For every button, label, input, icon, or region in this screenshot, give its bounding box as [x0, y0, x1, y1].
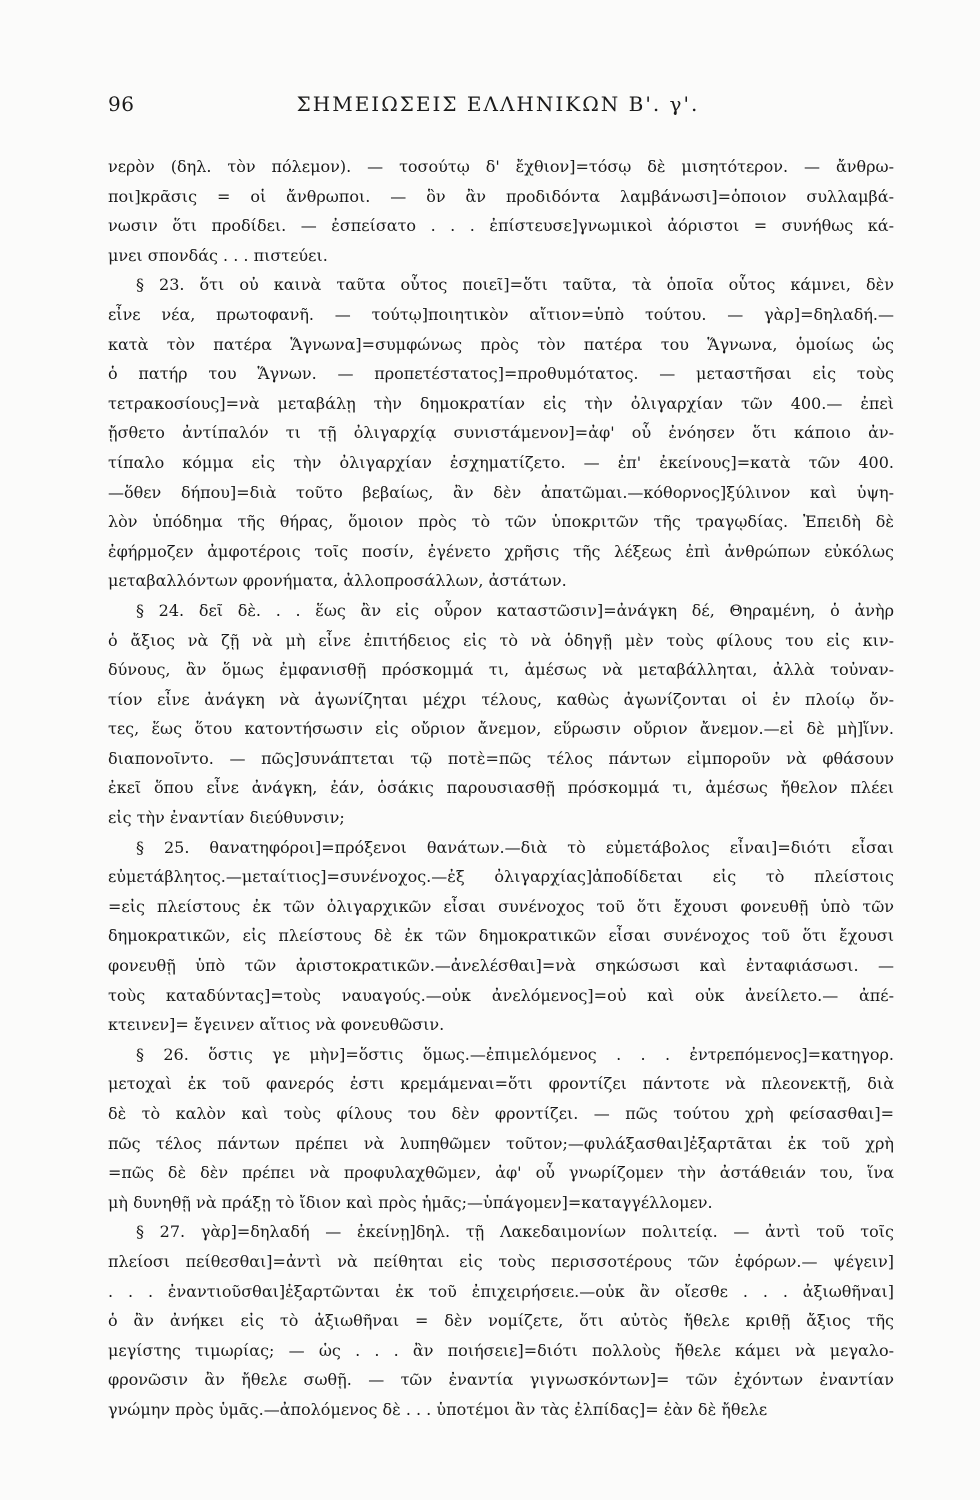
text-line: νερὸν (δηλ. τὸν πόλεμον). — τοσούτῳ δ' ἔχθιον]=τόσῳ δὲ μισητότερον. — ἄνθρω-	[108, 157, 894, 176]
text-line: ἐκεῖ ὅπου εἶνε ἀνάγκη, ἐάν, ὁσάκις παρουσιασθῇ πρόσκομμά τι, ἀμέσως ἤθελον πλέει	[108, 778, 894, 798]
text-line: § 25. θανατηφόροι]=πρόξενοι θανάτων.—διὰ τὸ εὐμετάβολος εἶναι]=διότι εἶσαι	[136, 837, 894, 857]
page-number: 96	[108, 92, 135, 116]
text-line: πλείοσι πείθεσθαι]=ἀντὶ νὰ πείθηται εἰς τοὺς περισσοτέρους τῶν ἐφόρων.— ψέγειν]	[108, 1251, 894, 1271]
text-line: κτεινεν]= ἔγεινεν αἴτιος νὰ φονευθῶσιν.	[108, 1015, 445, 1035]
text-line: τετρακοσίους]=νὰ μεταβάλῃ τὴν δημοκρατίαν εἰς τὴν ὀλιγαρχίαν τῶν 400.— ἐπεὶ	[108, 393, 894, 413]
text-line: —ὅθεν δήπου]=διὰ τοῦτο βεβαίως, ἂν δὲν ἀπατῶμαι.—κόθορνος]ξύλινον καὶ ὑψη-	[108, 482, 894, 502]
text-line: εὐμετάβλητος.—μεταίτιος]=συνένοχος.—ἐξ ὀλιγαρχίας]ἀποδίδεται εἰς τὸ πλείστοις	[108, 867, 894, 887]
text-line: τες, ἕως ὅτου κατοντήσωσιν εἰς οὔριον ἄνεμον, εὕρωσιν οὔριον ἄνεμον.—εἰ δὲ μὴ]ἵνν.	[108, 719, 894, 739]
text-line: τίον εἶνε ἀνάγκη νὰ ἀγωνίζηται μέχρι τέλους, καθὼς ἀγωνίζονται οἱ ἐν πλοίῳ ὄν-	[108, 689, 894, 709]
text-line: φρονῶσιν ἂν ἤθελε σωθῇ. — τῶν ἐναντία γιγνωσκόντων]= τῶν ἐχόντων ἐναντίαν	[108, 1370, 894, 1390]
text-line: νωσιν ὅτι προδίδει. — ἐσπείσατο . . . ἐπίστευσε]γνωμικοὶ ἀόριστοι = συνήθως κά-	[108, 216, 894, 236]
text-line: μεταβαλλόντων φρονήματα, ἀλλοπροσάλλων, ἀστάτων.	[108, 571, 567, 591]
text-line: § 23. ὅτι οὐ καινὰ ταῦτα οὗτος ποιεῖ]=ὅτι ταῦτα, τὰ ὁποῖα οὗτος κάμνει, δὲν	[136, 275, 894, 295]
text-line: τίπαλο κόμμα εἰς τὴν ὀλιγαρχίαν ἐσχηματίζετο. — ἐπ' ἐκείνους]=κατὰ τῶν 400.	[108, 452, 894, 472]
body-text	[108, 152, 894, 1425]
text-line: § 26. ὅστις γε μὴν]=ὅστις ὅμως.—ἐπιμελόμενος . . . ἐντρεπόμενος]=κατηγορ.	[136, 1044, 894, 1064]
text-line: δὲ τὸ καλὸν καὶ τοὺς φίλους του δὲν φροντίζει. — πῶς τούτου χρὴ φείσασθαι]=	[108, 1104, 894, 1123]
text-line: μὴ δυνηθῇ νὰ πράξῃ τὸ ἴδιον καὶ πρὸς ἡμᾶς;—ὑπάγομεν]=καταγγέλλομεν.	[108, 1192, 713, 1212]
running-title: ΣΗΜΕΙΩΣΕΙΣ ΕΛΛΗΝΙΚΩΝ Β'. γ'.	[296, 92, 700, 116]
text-line: ἐφήρμοζεν ἀμφοτέροις τοῖς ποσίν, ἐγένετο χρῆσις τῆς λέξεως ἐπὶ ἀνθρώπων εὐκόλως	[108, 541, 894, 561]
text-line: μετοχαὶ ἐκ τοῦ φανερός ἐστι κρεμάμεναι=ὅτι φροντίζει πάντοτε νὰ πλεονεκτῇ, διὰ	[108, 1074, 894, 1094]
text-line: μνει σπονδάς . . . πιστεύει.	[108, 245, 328, 265]
page-header	[108, 92, 888, 122]
text-line: κατὰ τὸν πατέρα Ἅγνωνα]=συμφώνως πρὸς τὸν πατέρα του Ἅγνωνα, ὁμοίως ὡς	[108, 334, 894, 354]
text-line: =πῶς δὲ δὲν πρέπει νὰ προφυλαχθῶμεν, ἀφ' οὗ γνωρίζομεν τὴν ἀστάθειάν του, ἵνα	[108, 1163, 894, 1183]
text-line: τοὺς καταδύντας]=τοὺς ναυαγούς.—οὐκ ἀνελόμενος]=οὐ καὶ οὐκ ἀνείλετο.— ἀπέ-	[108, 985, 894, 1005]
text-line: γνώμην πρὸς ὑμᾶς.—ἀπολόμενος δὲ . . . ὑποτέμοι ἂν τὰς ἐλπίδας]= ἐὰν δὲ ἤθελε	[108, 1399, 768, 1419]
text-line: ποι]κρᾶσις = οἱ ἄνθρωποι. — ὃν ἂν προδιδόντα λαμβάνωσι]=ὁποιον συλλαμβά-	[108, 186, 894, 206]
text-line: πῶς τέλος πάντων πρέπει νὰ λυπηθῶμεν τοῦτον;—φυλάξασθαι]ἐξαρτᾶται ἐκ τοῦ χρὴ	[108, 1133, 894, 1153]
text-line: § 27. γὰρ]=δηλαδή — ἐκείνῃ]δηλ. τῇ Λακεδαιμονίων πολιτείᾳ. — ἀντὶ τοῦ τοῖς	[136, 1222, 894, 1242]
text-line: ὁ πατήρ του Ἅγνων. — προπετέστατος]=προθυμότατος. — μεταστῆσαι εἰς τοὺς	[108, 364, 894, 384]
text-line: διαπονοῖντο. — πῶς]συνάπτεται τῷ ποτὲ=πῶς τέλος πάντων εἰμποροῦν νὰ φθάσουν	[108, 748, 894, 768]
text-line: ὁ ἄξιος νὰ ζῇ νὰ μὴ εἶνε ἐπιτήδειος εἰς τὸ νὰ ὁδηγῇ μὲν τοὺς φίλους του εἰς κιν-	[108, 630, 894, 650]
text-line: δύνους, ἂν ὅμως ἐμφανισθῇ πρόσκομμά τι, ἀμέσως νὰ μεταβάλληται, ἀλλὰ τοὐναν-	[108, 660, 894, 680]
text-line: εἶνε νέα, πρωτοφανῆ. — τούτῳ]ποιητικὸν αἴτιον=ὑπὸ τούτου. — γὰρ]=δηλαδή.—	[108, 304, 894, 324]
text-line: ὁ ἂν ἀνήκει εἰς τὸ ἀξιωθῆναι = δὲν νομίζετε, ὅτι αὐτὸς ἤθελε κριθῇ ἄξιος τῆς	[108, 1311, 894, 1331]
text-line: . . . ἐναντιοῦσθαι]ἐξαρτῶνται ἐκ τοῦ ἐπιχειρήσειε.—οὐκ ἂν οἴεσθε . . . ἀξιωθῆναι]	[108, 1281, 894, 1301]
text-line: =εἰς πλείστους ἐκ τῶν ὀλιγαρχικῶν εἶσαι συνένοχος τοῦ ὅτι ἔχουσι φονευθῇ ὑπὸ τῶν	[108, 896, 894, 916]
text-line: ᾔσθετο ἀντίπαλόν τι τῇ ὀλιγαρχίᾳ συνιστάμενον]=ἀφ' οὗ ἐνόησεν ὅτι κάποιο ἀν-	[108, 423, 894, 443]
text-line: μεγίστης τιμωρίας; — ὡς . . . ἂν ποιήσειε]=διότι πολλοὺς ἤθελε κάμει νὰ μεγαλο-	[108, 1340, 894, 1360]
text-line: λὸν ὑπόδημα τῆς θήρας, ὅμοιον πρὸς τὸ τῶν ὑποκριτῶν τῆς τραγῳδίας. Ἐπειδὴ δὲ	[108, 512, 894, 532]
text-line: φονευθῇ ὑπὸ τῶν ἀριστοκρατικῶν.—ἀνελέσθαι]=νὰ σηκώσωσι καὶ ἐνταφιάσωσι. —	[108, 956, 894, 976]
text-line: δημοκρατικῶν, εἰς πλείστους δὲ ἐκ τῶν δημοκρατικῶν εἶσαι συνένοχος τοῦ ὅτι ἔχουσι	[108, 926, 894, 946]
text-line: εἰς τὴν ἐναντίαν διεύθυνσιν;	[108, 808, 345, 828]
text-line: § 24. δεῖ δὲ. . . ἕως ἂν εἰς οὖρον καταστῶσιν]=ἀνάγκη δέ, Θηραμένη, ὁ ἀνὴρ	[136, 600, 894, 620]
